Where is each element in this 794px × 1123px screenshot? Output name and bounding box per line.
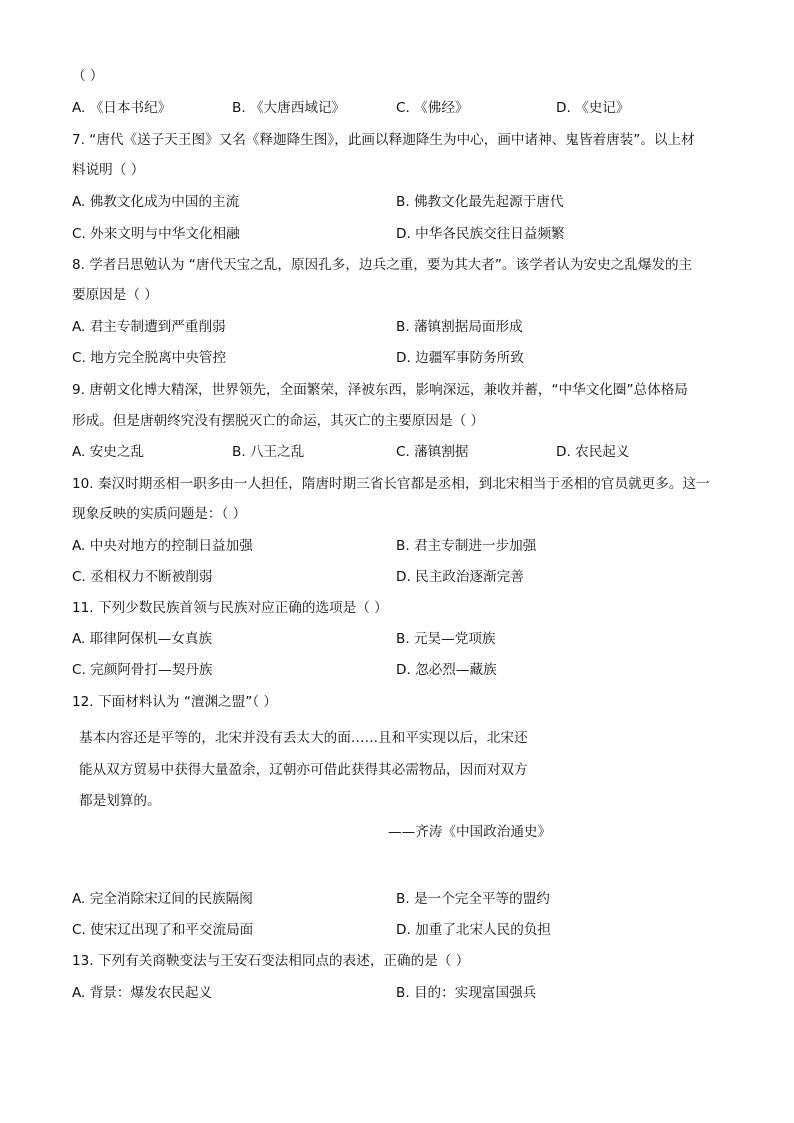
question-6-blank: （ ） (72, 68, 104, 84)
q11-option-b: B. 元昊—党项族 (396, 631, 496, 647)
q9-option-b: B. 八王之乱 (232, 444, 305, 460)
question-9-stem-line1: 9. 唐朝文化博大精深，世界领先，全面繁荣，泽被东西，影响深远，兼收并蓄，“中华文化圈”总体格局 (72, 382, 688, 398)
q11-option-c: C. 完颜阿骨打—契丹族 (72, 662, 213, 678)
q7-option-d: D. 中华各民族交往日益频繁 (396, 226, 565, 242)
question-7-stem-line1: 7. “唐代《送子天王图》又名《释迦降生图》，此画以释迦降生为中心，画中诸神、鬼皆着唐装”。以上材 (72, 132, 695, 148)
q9-option-c: C. 藩镇割据 (396, 444, 469, 460)
q7-option-b: B. 佛教文化最先起源于唐代 (396, 194, 564, 210)
q11-option-a: A. 耶律阿保机—女真族 (72, 631, 213, 647)
question-11-stem: 11. 下列少数民族首领与民族对应正确的选项是（ ） (72, 600, 388, 616)
q13-option-b: B. 目的：实现富国强兵 (396, 985, 537, 1001)
q12-option-c: C. 使宋辽出现了和平交流局面 (72, 922, 254, 938)
question-12-stem: 12. 下面材料认为 “澶渊之盟”（ ） (72, 694, 277, 710)
q7-option-a: A. 佛教文化成为中国的主流 (72, 194, 240, 210)
q7-option-c: C. 外来文明与中华文化相融 (72, 226, 240, 242)
q9-option-a: A. 安史之乱 (72, 444, 145, 460)
q8-option-c: C. 地方完全脱离中央管控 (72, 350, 227, 366)
q12-option-b: B. 是一个完全平等的盟约 (396, 891, 550, 907)
question-13-stem: 13. 下列有关商鞅变法与王安石变法相同点的表述，正确的是（ ） (72, 953, 470, 969)
q6-option-b: B. 《大唐西域记》 (232, 100, 346, 116)
question-10-stem-line2: 现象反映的实质问题是：（ ） (72, 506, 247, 522)
q13-option-a: A. 背景：爆发农民起义 (72, 985, 213, 1001)
q6-option-a: A. 《日本书纪》 (72, 100, 172, 116)
question-9-stem-line2: 形成。但是唐朝终究没有摆脱灭亡的命运，其灭亡的主要原因是（ ） (72, 413, 485, 429)
q8-option-d: D. 边疆军事防务所致 (396, 350, 524, 366)
q12-option-a: A. 完全消除宋辽间的民族隔阂 (72, 891, 253, 907)
q10-option-a: A. 中央对地方的控制日益加强 (72, 538, 253, 554)
material-line-1: 基本内容还是平等的，北宋并没有丢太大的面……且和平实现以后，北宋还 (79, 730, 528, 746)
question-8-stem-line2: 要原因是（ ） (72, 287, 158, 303)
question-8-stem-line1: 8. 学者吕思勉认为 “唐代天宝之乱，原因孔多，边兵之重，要为其大者”。该学者认为安史之乱爆发的主 (72, 257, 693, 273)
q10-option-c: C. 丞相权力不断被削弱 (72, 569, 213, 585)
q8-option-a: A. 君主专制遭到严重削弱 (72, 319, 226, 335)
question-10-stem-line1: 10. 秦汉时期丞相一职多由一人担任，隋唐时期三省长官都是丞相，到北宋相当于丞相的官员就更多。这一 (72, 476, 710, 492)
material-line-2: 能从双方贸易中获得大量盈余，辽朝亦可借此获得其必需物品，因而对双方 (79, 762, 528, 778)
q9-option-d: D. 农民起义 (556, 444, 630, 460)
q11-option-d: D. 忽必烈—藏族 (396, 662, 497, 678)
question-7-stem-line2: 料说明（ ） (72, 162, 145, 178)
material-source: ——齐涛《中国政治通史》 (388, 824, 552, 840)
q10-option-d: D. 民主政治逐渐完善 (396, 569, 524, 585)
q12-option-d: D. 加重了北宋人民的负担 (396, 922, 552, 938)
q10-option-b: B. 君主专制进一步加强 (396, 538, 537, 554)
q6-option-c: C. 《佛经》 (396, 100, 469, 116)
material-line-3: 都是划算的。 (79, 793, 161, 809)
q8-option-b: B. 藩镇割据局面形成 (396, 319, 523, 335)
q6-option-d: D. 《史记》 (556, 100, 630, 116)
